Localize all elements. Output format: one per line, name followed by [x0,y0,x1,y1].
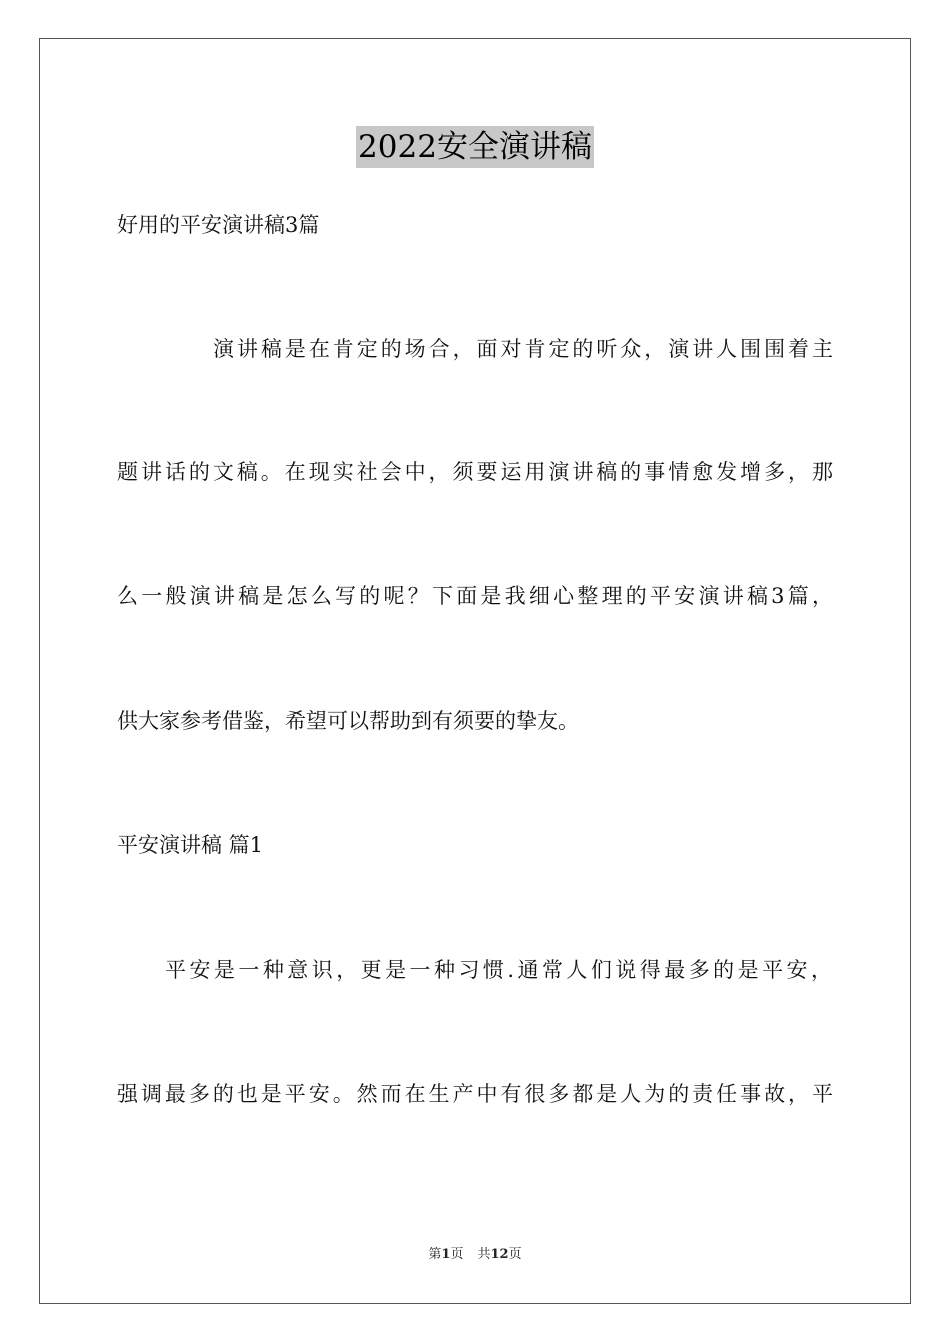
document-subtitle: 好用的平安演讲稿3篇 [117,213,320,237]
section-line-1: 平安是一种意识，更是一种习惯.通常人们说得最多的是平安， [165,958,832,982]
document-title: 2022安全演讲稿 [356,126,594,168]
intro-line-2: 题讲话的文稿。在现实社会中，须要运用演讲稿的事情愈发增多，那 [117,460,833,484]
footer-page-prefix: 第 [428,1247,442,1262]
footer-total-pages: 12 [490,1247,509,1262]
footer-page-number: 1 [441,1247,451,1262]
title-container [0,126,950,168]
page-footer [0,1246,950,1264]
intro-line-1: 演讲稿是在肯定的场合，面对肯定的听众，演讲人围围着主 [213,337,833,361]
intro-line-4: 供大家参考借鉴，希望可以帮助到有须要的挚友。 [117,709,579,733]
footer-page-suffix: 页 [450,1247,464,1262]
footer-total-prefix: 共 [477,1247,491,1262]
footer-total-suffix: 页 [508,1247,522,1262]
section-heading: 平安演讲稿 篇1 [117,833,264,857]
intro-line-3: 么一般演讲稿是怎么写的呢？下面是我细心整理的平安演讲稿3篇， [117,584,833,608]
section-line-2: 强调最多的也是平安。然而在生产中有很多都是人为的责任事故，平 [117,1082,833,1106]
